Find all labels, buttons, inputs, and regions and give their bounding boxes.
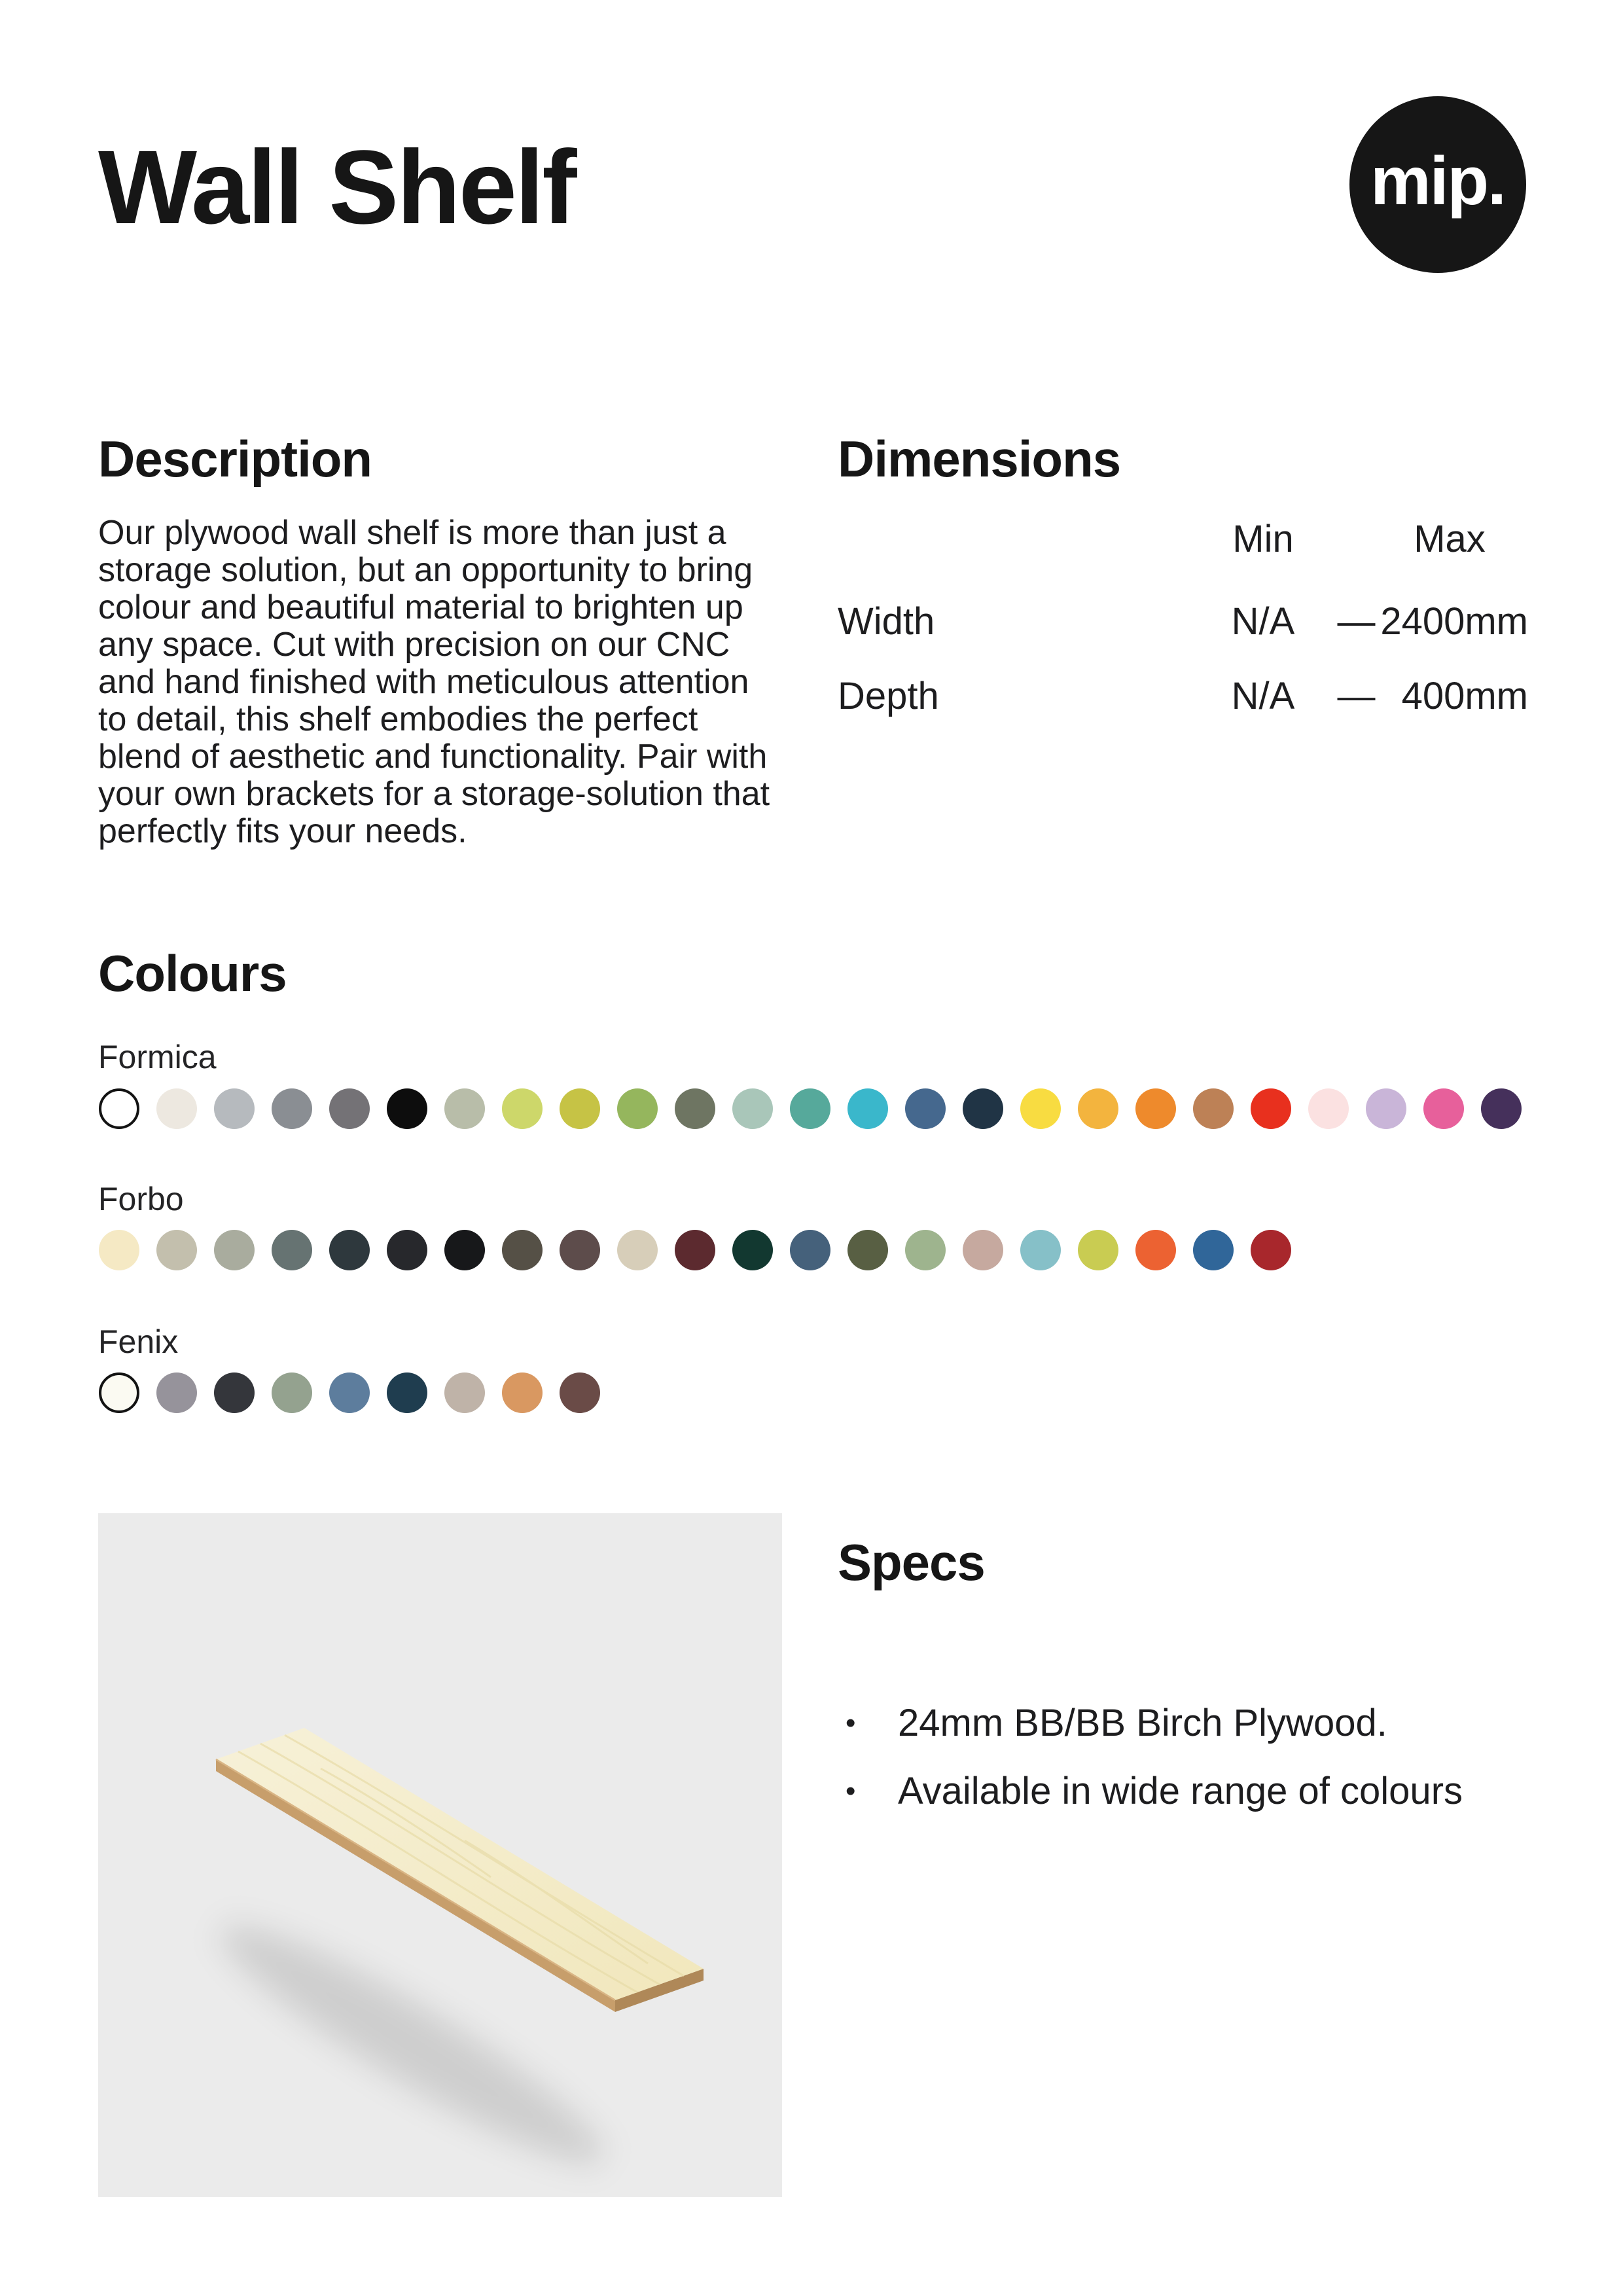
colour-swatch xyxy=(272,1230,312,1270)
colour-swatch xyxy=(387,1372,427,1413)
dimension-row-dash: — xyxy=(1337,600,1376,643)
page-title: Wall Shelf xyxy=(98,128,575,245)
colour-swatch xyxy=(1193,1088,1234,1129)
dimension-row-min: N/A xyxy=(1231,675,1295,717)
colour-swatch xyxy=(905,1230,946,1270)
specs-item-text: 24mm BB/BB Birch Plywood. xyxy=(898,1702,1387,1744)
colour-swatch xyxy=(272,1372,312,1413)
colour-swatch xyxy=(156,1230,197,1270)
colour-swatch xyxy=(272,1088,312,1129)
colour-swatch xyxy=(329,1088,370,1129)
colour-swatch xyxy=(1423,1088,1464,1129)
colour-swatch xyxy=(99,1372,139,1413)
colour-swatch xyxy=(732,1088,773,1129)
dimension-row-max: 400mm xyxy=(1401,675,1528,717)
colour-swatch xyxy=(502,1372,543,1413)
colour-swatch xyxy=(444,1372,485,1413)
colour-swatch xyxy=(1020,1230,1061,1270)
specs-item xyxy=(846,1770,1533,1814)
mip-logo-text: mip. xyxy=(1370,143,1505,219)
dimensions-heading: Dimensions xyxy=(838,430,1121,488)
product-image xyxy=(98,1513,782,2197)
colour-swatch xyxy=(905,1088,946,1129)
colour-swatch xyxy=(560,1088,600,1129)
colour-swatch xyxy=(675,1230,715,1270)
dimension-row-min: N/A xyxy=(1231,600,1295,643)
colour-swatch xyxy=(617,1088,658,1129)
colour-swatch xyxy=(214,1230,255,1270)
specs-item xyxy=(846,1702,1533,1746)
colour-swatch xyxy=(1135,1088,1176,1129)
dimension-row-max: 2400mm xyxy=(1380,600,1528,643)
colour-swatch xyxy=(1078,1230,1118,1270)
colour-swatch xyxy=(99,1230,139,1270)
colour-swatch xyxy=(617,1230,658,1270)
colour-swatch xyxy=(156,1088,197,1129)
colour-swatch xyxy=(1366,1088,1406,1129)
colour-swatch xyxy=(1078,1088,1118,1129)
colour-swatch xyxy=(963,1230,1003,1270)
colour-swatch xyxy=(444,1230,485,1270)
bullet-icon: • xyxy=(846,1707,856,1739)
colour-swatch xyxy=(560,1372,600,1413)
colour-swatch xyxy=(1193,1230,1234,1270)
colour-swatch xyxy=(1135,1230,1176,1270)
colour-swatch xyxy=(387,1230,427,1270)
colour-swatch xyxy=(444,1088,485,1129)
colour-swatch xyxy=(963,1088,1003,1129)
colour-swatch xyxy=(1308,1088,1349,1129)
colour-swatch xyxy=(99,1088,139,1129)
plank-graphic xyxy=(98,1513,782,2197)
colour-group-label-fenix: Fenix xyxy=(98,1323,179,1360)
colour-swatch xyxy=(1020,1088,1061,1129)
description-paragraph: Our plywood wall shelf is more than just a storage solution, but an opportunity to bring colour and beautiful material to brighten up any space. Cut with precision on our CNC and hand finished with meticulous attention to detail, this shelf embodies the perfect blend of aesthetic and functionality. Pair with your own brackets for a storage-solution that perfectly fits your needs. xyxy=(98,514,770,850)
colour-group-label-forbo: Forbo xyxy=(98,1181,184,1217)
colour-swatch xyxy=(502,1088,543,1129)
colour-group-label-formica: Formica xyxy=(98,1039,217,1075)
colour-swatch xyxy=(1251,1230,1291,1270)
colour-swatch xyxy=(790,1230,830,1270)
dimension-row-dash: — xyxy=(1337,675,1376,717)
colour-swatch xyxy=(790,1088,830,1129)
description-heading: Description xyxy=(98,430,372,488)
mip-logo xyxy=(1349,96,1526,273)
colour-swatch xyxy=(387,1088,427,1129)
colour-swatch xyxy=(847,1230,888,1270)
colour-swatch xyxy=(156,1372,197,1413)
specs-item-text: Available in wide range of colours xyxy=(898,1770,1463,1812)
dimensions-col-max: Max xyxy=(1414,518,1486,560)
swatch-row-forbo xyxy=(99,1230,1291,1270)
colour-swatch xyxy=(732,1230,773,1270)
dimension-row-label: Depth xyxy=(838,675,939,717)
swatch-row-formica xyxy=(99,1088,1522,1129)
colours-heading: Colours xyxy=(98,944,287,1002)
bullet-icon: • xyxy=(846,1775,856,1807)
dimensions-col-min: Min xyxy=(1232,518,1294,560)
specs-heading: Specs xyxy=(838,1534,985,1591)
colour-swatch xyxy=(1251,1088,1291,1129)
colour-swatch xyxy=(214,1372,255,1413)
colour-swatch xyxy=(675,1088,715,1129)
colour-swatch xyxy=(214,1088,255,1129)
colour-swatch xyxy=(1481,1088,1522,1129)
colour-swatch xyxy=(329,1230,370,1270)
colour-swatch xyxy=(502,1230,543,1270)
dimension-row-label: Width xyxy=(838,600,935,643)
colour-swatch xyxy=(329,1372,370,1413)
colour-swatch xyxy=(560,1230,600,1270)
colour-swatch xyxy=(847,1088,888,1129)
swatch-row-fenix xyxy=(99,1372,600,1413)
